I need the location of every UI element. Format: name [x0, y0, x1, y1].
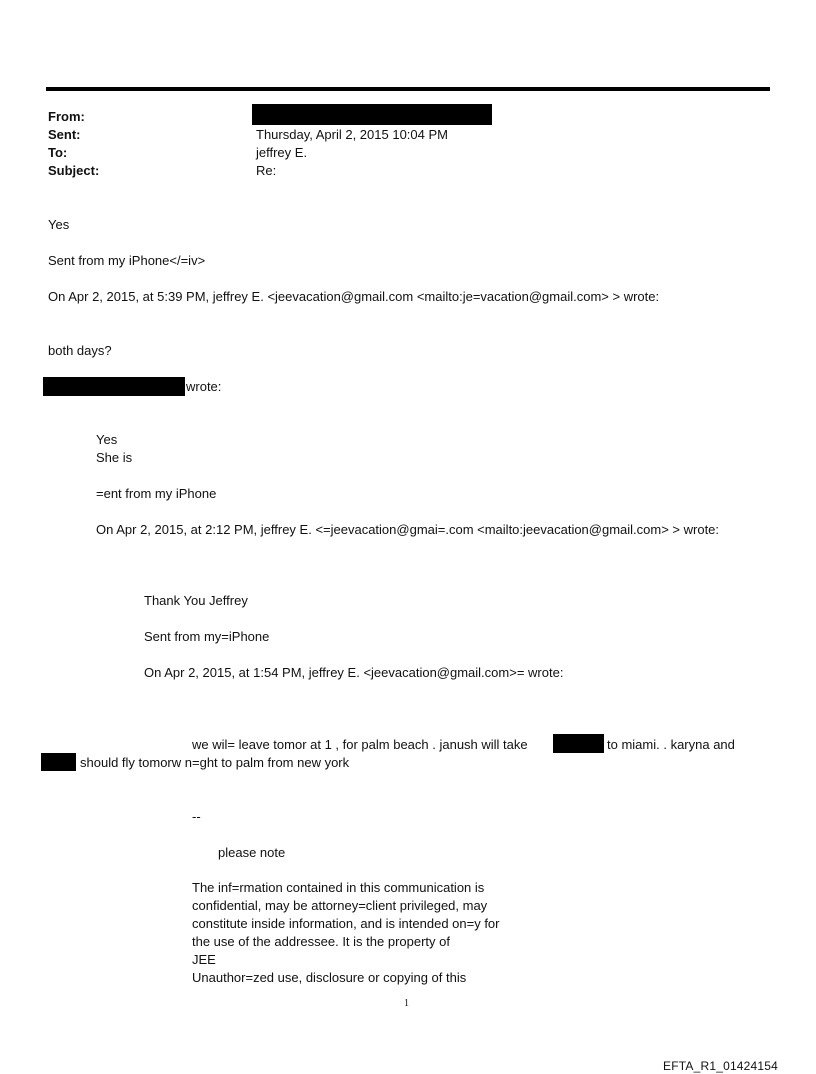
disclaimer-line: JEE — [192, 952, 216, 967]
quote-line: Yes — [96, 432, 118, 447]
quoted-header: On Apr 2, 2015, at 5:39 PM, jeffrey E. <jeevacation@gmail.com <mailto:je=vacation@gmail.com> > wrote: — [48, 289, 660, 304]
quote-line: to miami. . karyna and — [607, 737, 735, 752]
signature-separator: -- — [192, 809, 201, 824]
from-redaction — [252, 104, 492, 125]
quote-line: please note — [218, 845, 286, 860]
disclaimer-line: the use of the addressee. It is the property of — [192, 934, 450, 949]
quoted-header: On Apr 2, 2015, at 2:12 PM, jeffrey E. <=jeevacation@gmai=.com <mailto:jeevacation@gmail.com> > wrote: — [96, 522, 720, 537]
body-line: Yes — [48, 217, 70, 232]
body-line: both days? — [48, 343, 112, 358]
quote-line: =ent from my iPhone — [96, 486, 217, 501]
subject-value: Re: — [256, 163, 277, 178]
quote-line: Sent from my=iPhone — [144, 629, 270, 644]
quote-line: we wil= leave tomor at 1 , for palm beach . janush will take — [192, 737, 528, 752]
quote-line: Thank You Jeffrey — [144, 593, 248, 608]
page-number: 1 — [404, 998, 409, 1009]
disclaimer-line: Unauthor=zed use, disclosure or copying of this — [192, 970, 467, 985]
name-redaction — [553, 734, 604, 753]
from-label: From: — [48, 109, 85, 124]
subject-label: Subject: — [48, 163, 100, 178]
to-value: jeffrey E. — [256, 145, 308, 160]
name-redaction — [41, 753, 76, 771]
sender-redaction — [43, 377, 185, 396]
disclaimer-line: constitute inside information, and is intended on=y for — [192, 916, 500, 931]
quote-line: She is — [96, 450, 133, 465]
to-label: To: — [48, 145, 68, 160]
disclaimer-line: confidential, may be attorney=client privileged, may — [192, 898, 488, 913]
document-id: EFTA_R1_01424154 — [663, 1059, 779, 1073]
quote-line: should fly tomorw n=ght to palm from new york — [80, 755, 350, 770]
sent-label: Sent: — [48, 127, 81, 142]
sent-value: Thursday, April 2, 2015 10:04 PM — [256, 127, 448, 142]
quoted-header: On Apr 2, 2015, at 1:54 PM, jeffrey E. <jeevacation@gmail.com>= wrote: — [144, 665, 564, 680]
disclaimer-line: The inf=rmation contained in this communication is — [192, 880, 485, 895]
body-line: Sent from my iPhone</=iv> — [48, 253, 206, 268]
header-rule — [46, 87, 770, 91]
body-line: wrote: — [186, 379, 222, 394]
